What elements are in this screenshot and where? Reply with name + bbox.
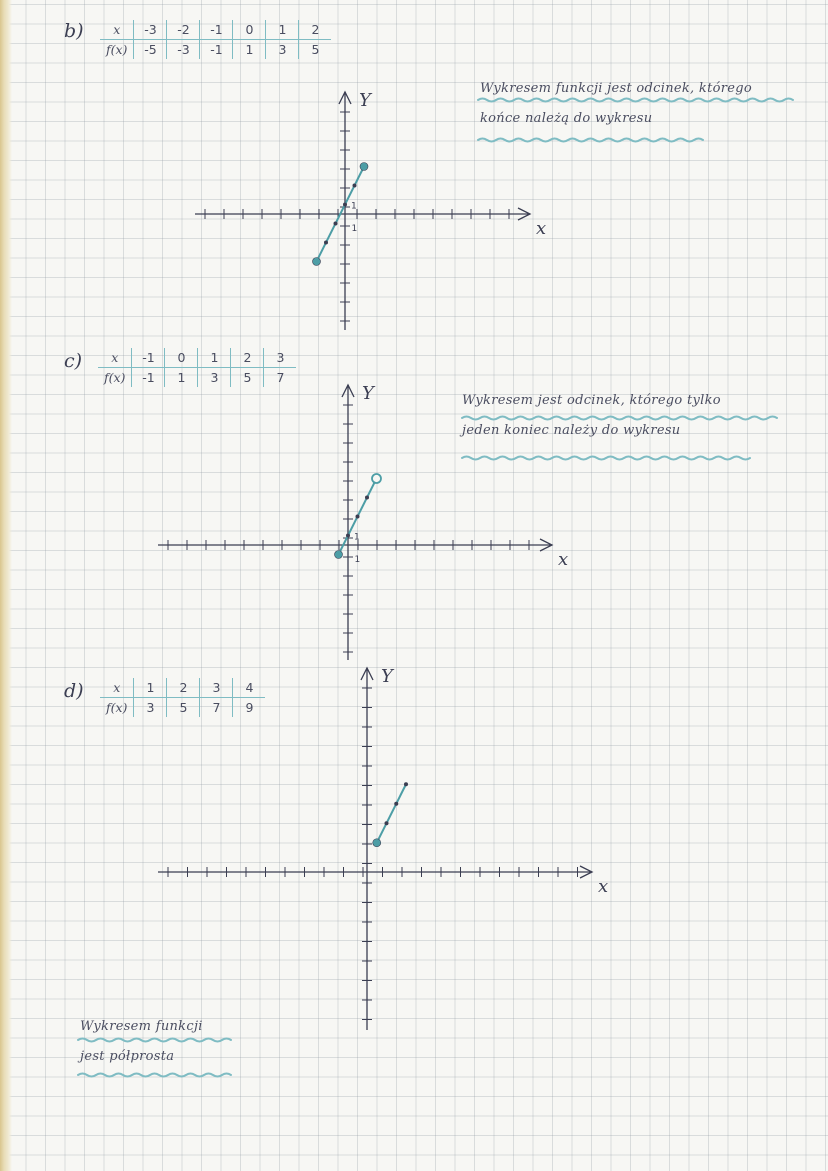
table-cell: 3 xyxy=(198,368,231,388)
table-cell: 1 xyxy=(266,20,299,40)
closed-endpoint xyxy=(313,258,321,266)
table-header-fx: f(x) xyxy=(106,42,128,57)
table-cell: 3 xyxy=(264,348,297,368)
table-cell: 3 xyxy=(134,698,167,718)
note-line: jeden koniec należy do wykresu xyxy=(462,423,681,438)
table-cell: -5 xyxy=(134,40,167,60)
tick-label: 1 xyxy=(354,532,360,543)
data-point xyxy=(404,782,408,786)
tick-label: 1 xyxy=(354,555,361,565)
tick-label: 1 xyxy=(351,224,358,234)
data-point xyxy=(365,496,369,500)
table-cell: 7 xyxy=(200,698,233,718)
y-axis-label: Y xyxy=(362,383,374,404)
table-cell: -3 xyxy=(167,40,200,60)
table-cell: 0 xyxy=(165,348,198,368)
table-header-x: x xyxy=(98,348,132,368)
note-line: końce należą do wykresu xyxy=(480,111,653,126)
table-cell: -1 xyxy=(200,40,233,60)
table-cell: 5 xyxy=(231,368,264,388)
table-cell: 5 xyxy=(299,40,332,60)
note-line: Wykresem jest odcinek, którego tylko xyxy=(462,393,721,408)
x-axis-label: x xyxy=(558,549,569,570)
table-header-x: x xyxy=(100,678,134,698)
data-point xyxy=(353,184,357,188)
table-cell: -1 xyxy=(132,368,165,388)
table-cell: 1 xyxy=(198,348,231,368)
table-header-x: x xyxy=(100,20,134,40)
closed-endpoint xyxy=(373,839,381,847)
table-cell: -2 xyxy=(167,20,200,40)
table-cell: -1 xyxy=(200,20,233,40)
closed-endpoint xyxy=(360,163,368,171)
table-cell: 2 xyxy=(231,348,264,368)
data-point xyxy=(343,203,347,207)
graph-segment xyxy=(377,784,406,843)
wavy-underline xyxy=(78,1074,231,1077)
open-endpoint xyxy=(372,474,381,483)
x-axis-label: x xyxy=(536,218,547,239)
data-point xyxy=(356,515,360,519)
wavy-underline xyxy=(478,99,793,102)
section-label-d: d) xyxy=(64,680,84,702)
y-axis-label: Y xyxy=(381,666,393,687)
section-label-c: c) xyxy=(64,350,83,372)
table-cell: -3 xyxy=(134,20,167,40)
wavy-underline xyxy=(78,1039,231,1042)
note-line: Wykresem funkcji xyxy=(80,1019,203,1034)
wavy-underline xyxy=(462,457,750,460)
table-cell: 2 xyxy=(299,20,332,40)
y-axis-label: Y xyxy=(359,90,371,111)
wavy-underline xyxy=(478,139,703,142)
section-label-b: b) xyxy=(64,20,84,42)
table-cell: 1 xyxy=(165,368,198,388)
table-cell: 3 xyxy=(200,678,233,698)
note-line: Wykresem funkcji jest odcinek, którego xyxy=(480,81,752,96)
data-point xyxy=(394,802,398,806)
table-cell: 7 xyxy=(264,368,297,388)
wavy-underline xyxy=(462,417,777,420)
x-axis-label: x xyxy=(598,876,609,897)
data-point xyxy=(334,222,338,226)
tick-label: 1 xyxy=(351,201,357,212)
table-cell: 1 xyxy=(134,678,167,698)
table-cell: -1 xyxy=(132,348,165,368)
table-cell: 4 xyxy=(233,678,266,698)
table-cell: 0 xyxy=(233,20,266,40)
table-cell: 9 xyxy=(233,698,266,718)
table-cell: 2 xyxy=(167,678,200,698)
data-point xyxy=(346,534,350,538)
closed-endpoint xyxy=(335,551,343,559)
table-cell: 3 xyxy=(266,40,299,60)
table-cell: 1 xyxy=(233,40,266,60)
note-line: jest półprosta xyxy=(80,1049,175,1064)
table-header-fx: f(x) xyxy=(104,370,126,385)
data-point xyxy=(385,821,389,825)
table-cell: 5 xyxy=(167,698,200,718)
table-header-fx: f(x) xyxy=(106,700,128,715)
data-point xyxy=(324,241,328,245)
